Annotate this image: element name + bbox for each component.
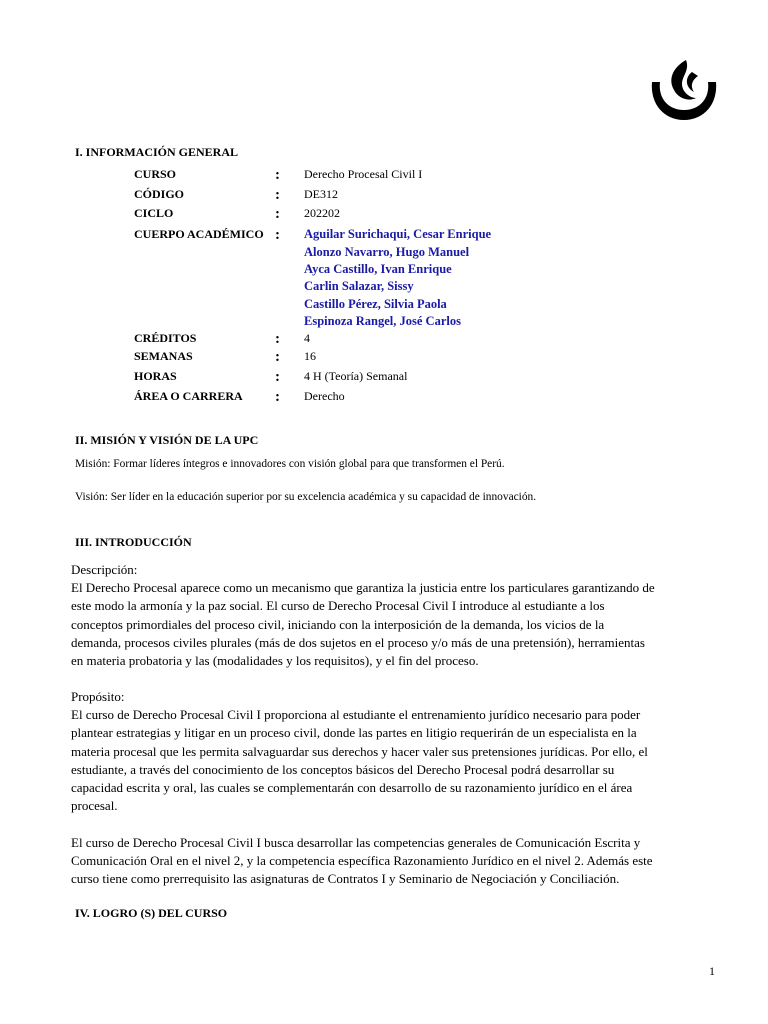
label-curso: CURSO: [134, 167, 177, 181]
colon: :: [275, 331, 280, 347]
competencies-line: El curso de Derecho Procesal Civil I busca desarrollar las competencias generales de Comunicación Escrita y: [71, 835, 641, 850]
value-horas: 4 H (Teoría) Semanal: [304, 369, 408, 383]
colon: :: [275, 167, 280, 183]
colon: :: [275, 349, 280, 365]
label-creditos: CRÉDITOS: [134, 331, 197, 345]
upc-logo-icon: [650, 58, 718, 122]
description-line: este modo la armonía y la paz social. El curso de Derecho Procesal Civil I introduce al estudiante a los: [71, 598, 605, 614]
description-line: El Derecho Procesal aparece como un mecanismo que garantiza la justicia entre los particulares garantizando de: [71, 580, 655, 596]
value-semanas: 16: [304, 349, 316, 363]
value-ciclo: 202202: [304, 206, 340, 220]
value-area: Derecho: [304, 389, 345, 403]
faculty-member: Ayca Castillo, Ivan Enrique: [304, 262, 452, 276]
colon: :: [275, 227, 280, 243]
faculty-member: Alonzo Navarro, Hugo Manuel: [304, 245, 470, 259]
value-creditos: 4: [304, 331, 310, 345]
competencies-line: curso tiene como prerrequisito las asignaturas de Contratos I y Seminario de Negociación y Conciliación.: [71, 871, 620, 887]
label-horas: HORAS: [134, 369, 177, 383]
colon: :: [275, 187, 280, 203]
colon: :: [275, 369, 280, 385]
faculty-member: Espinoza Rangel, José Carlos: [304, 314, 461, 328]
section-4-title: IV. LOGRO (S) DEL CURSO: [75, 906, 228, 920]
competencies-block: [71, 834, 705, 889]
purpose-line: materia procesal que les permita salvaguardar sus derechos y hacer valer sus pretensiones jurídicas. Por ello, el: [71, 743, 648, 759]
competencies-line: Comunicación Oral en el nivel 2, y la competencia específica Razonamiento Jurídico en el nivel 2. Además este: [71, 853, 653, 869]
section-3-title: III. INTRODUCCIÓN: [75, 535, 192, 549]
purpose-line: estudiante, a través del conocimiento de los conceptos básicos del Derecho Procesal podrá desarrollar su: [71, 761, 615, 777]
value-codigo: DE312: [304, 187, 338, 201]
label-semanas: SEMANAS: [134, 349, 193, 363]
faculty-member: Castillo Pérez, Silvia Paola: [304, 297, 447, 311]
purpose-block: [71, 688, 705, 815]
description-line: demanda, procesos civiles plurales (más de dos sujetos en el proceso y/o más de una pretensión), herramientas: [71, 634, 645, 650]
section-1-title: I. INFORMACIÓN GENERAL: [75, 145, 239, 159]
description-label: Descripción:: [71, 562, 138, 577]
label-ciclo: CICLO: [134, 206, 174, 220]
description-line: conceptos primordiales del proceso civil, iniciando con la interposición de la demanda, los vicios de la: [71, 616, 605, 632]
section-2-title: II. MISIÓN Y VISIÓN DE LA UPC: [75, 433, 259, 447]
vision-text: Visión: Ser líder en la educación superior por su excelencia académica y su capacidad de innovación.: [75, 491, 537, 503]
faculty-member: Aguilar Surichaqui, Cesar Enrique: [304, 227, 492, 241]
colon: :: [275, 389, 280, 405]
purpose-label: Propósito:: [71, 689, 125, 704]
faculty-member: Carlin Salazar, Sissy: [304, 279, 414, 293]
mision-text: Misión: Formar líderes íntegros e innovadores con visión global para que transformen el Perú.: [75, 458, 505, 470]
description-block: [71, 561, 705, 670]
value-curso: Derecho Procesal Civil I: [304, 167, 423, 181]
page-number: 1: [709, 964, 715, 978]
purpose-line: procesal.: [71, 798, 118, 814]
description-line: en materia probatoria y las (modalidades y los requisitos), y el fin del proceso.: [71, 653, 479, 669]
label-cuerpo-academico: CUERPO ACADÉMICO: [134, 227, 264, 241]
colon: :: [275, 206, 280, 222]
purpose-line: El curso de Derecho Procesal Civil I proporciona al estudiante el entrenamiento jurídico necesario para poder: [71, 707, 641, 723]
label-codigo: CÓDIGO: [134, 187, 185, 201]
purpose-line: plantear estrategias y litigar en un proceso civil, donde las partes en litigio requerirán de un especialista en la: [71, 725, 637, 741]
label-area: ÁREA O CARRERA: [134, 389, 243, 403]
purpose-line: capacidad escrita y oral, las cuales se complementarán con desarrollo de su razonamiento jurídico en el área: [71, 780, 633, 796]
